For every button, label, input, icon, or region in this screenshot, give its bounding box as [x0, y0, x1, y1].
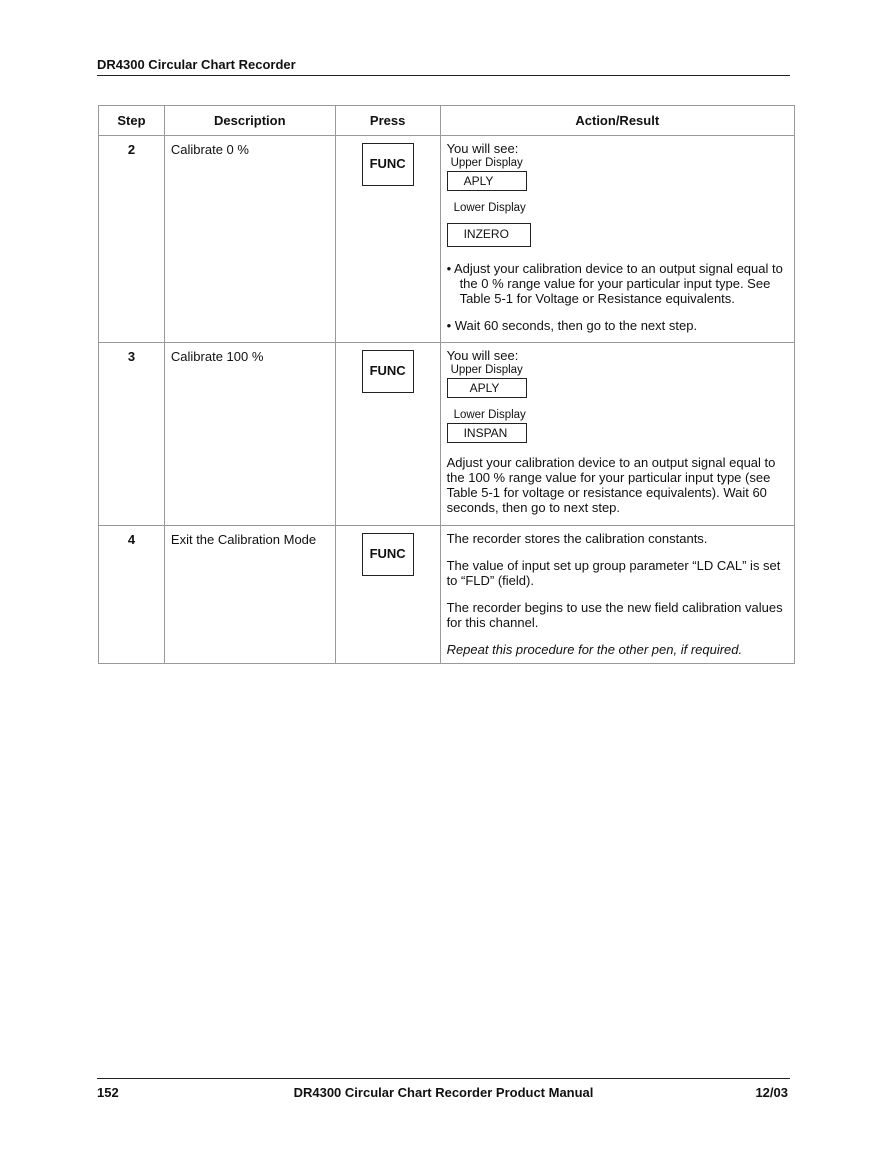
table-row — [99, 136, 795, 343]
lower-display-label: Lower Display — [453, 202, 526, 214]
table-row — [99, 526, 795, 664]
upper-display-wrap — [447, 378, 527, 398]
lower-display-label: Lower Display — [453, 409, 526, 421]
footer-title: DR4300 Circular Chart Recorder Product Manual — [293, 1085, 594, 1100]
page-footer — [97, 1078, 790, 1100]
lower-display-box: INSPAN — [447, 423, 527, 443]
lower-display-box: INZERO — [447, 223, 531, 247]
upper-display-label: Upper Display — [450, 364, 523, 376]
column-header-press: Press — [335, 106, 440, 136]
column-header-description: Description — [164, 106, 335, 136]
step-description: Exit the Calibration Mode — [164, 526, 335, 664]
header-title: DR4300 Circular Chart Recorder — [97, 57, 296, 72]
action-paragraph: The recorder stores the calibration constants. — [446, 531, 708, 546]
you-will-see: You will see: — [446, 348, 519, 363]
action-cell — [440, 526, 794, 664]
column-header-step: Step — [99, 106, 165, 136]
action-paragraph: The value of input set up group parameter “LD CAL” is set to “FLD” (field). — [446, 558, 781, 588]
step-number: 3 — [99, 343, 165, 526]
action-cell — [440, 343, 794, 526]
bullet-item: • Adjust your calibration device to an output signal equal to the 0 % range value for your particular input type. See Table 5-1 for Voltage or Resistance equivalents. — [447, 261, 788, 306]
func-key-icon: FUNC — [362, 143, 414, 186]
bullet-item: • Wait 60 seconds, then go to the next step. — [447, 318, 788, 333]
you-will-see: You will see: — [446, 141, 519, 156]
footer-date: 12/03 — [755, 1085, 788, 1100]
press-cell — [335, 526, 440, 664]
action-note: Repeat this procedure for the other pen, if required. — [446, 642, 743, 657]
step-description: Calibrate 0 % — [164, 136, 335, 343]
press-cell — [335, 343, 440, 526]
action-text: Adjust your calibration device to an output signal equal to the 100 % range value for your particular input type (see Table 5-1 for voltage or resistance equivalents). Wait 60 seconds, then go to next step. — [446, 455, 776, 515]
upper-display-wrap — [447, 171, 527, 191]
table-header-row — [99, 106, 795, 136]
upper-display-label: Upper Display — [450, 157, 523, 169]
action-paragraph: The recorder begins to use the new field calibration values for this channel. — [446, 600, 783, 630]
upper-display-box: APLY — [447, 171, 527, 191]
table-row — [99, 343, 795, 526]
lower-display-wrap — [447, 223, 531, 247]
press-cell — [335, 136, 440, 343]
action-cell — [440, 136, 794, 343]
func-key-icon: FUNC — [362, 533, 414, 576]
column-header-action: Action/Result — [440, 106, 794, 136]
page-number: 152 — [97, 1085, 119, 1100]
step-number: 2 — [99, 136, 165, 343]
step-description: Calibrate 100 % — [164, 343, 335, 526]
upper-display-box: APLY — [447, 378, 527, 398]
step-number: 4 — [99, 526, 165, 664]
page-header — [97, 57, 790, 76]
procedure-table — [98, 105, 795, 664]
lower-display-wrap — [447, 423, 527, 443]
func-key-icon: FUNC — [362, 350, 414, 393]
